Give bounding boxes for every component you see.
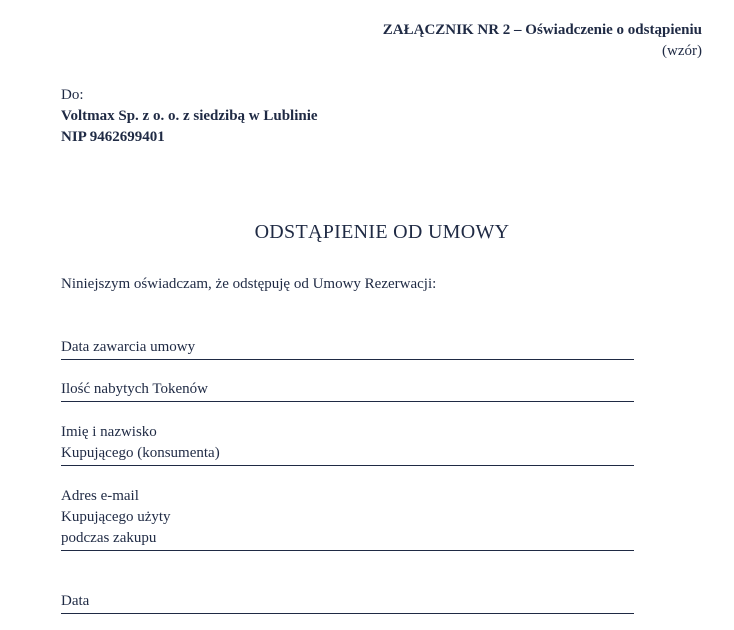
annex-header xyxy=(383,20,702,62)
field-label: Data xyxy=(61,593,90,609)
addressee-nip: NIP 9462699401 xyxy=(61,129,165,145)
document-title: ODSTĄPIENIE OD UMOWY xyxy=(254,221,510,243)
annex-title: ZAŁĄCZNIK NR 2 – Oświadczenie o odstąpieniu xyxy=(382,22,702,38)
field-label: podczas zakupu xyxy=(61,530,157,546)
field-label: Imię i nazwisko xyxy=(61,424,157,440)
field-date[interactable] xyxy=(61,591,634,614)
field-label: Kupującego (konsumenta) xyxy=(61,445,220,461)
field-buyer-name[interactable] xyxy=(61,422,634,466)
addressee-block xyxy=(61,85,318,148)
addressee-company: Voltmax Sp. z o. o. z siedzibą w Lublinie xyxy=(61,108,318,124)
field-token-count[interactable] xyxy=(61,379,634,402)
annex-subtitle: (wzór) xyxy=(662,43,702,59)
addressee-to-label: Do: xyxy=(61,87,84,103)
field-contract-date[interactable] xyxy=(61,337,634,360)
field-label: Kupującego użyty xyxy=(61,509,171,525)
field-label: Data zawarcia umowy xyxy=(61,339,196,355)
field-buyer-email[interactable] xyxy=(61,486,634,551)
statement-text: Niniejszym oświadczam, że odstępuję od Umowy Rezerwacji: xyxy=(61,276,437,292)
field-label: Ilość nabytych Tokenów xyxy=(61,381,208,397)
field-label: Adres e-mail xyxy=(61,488,139,504)
